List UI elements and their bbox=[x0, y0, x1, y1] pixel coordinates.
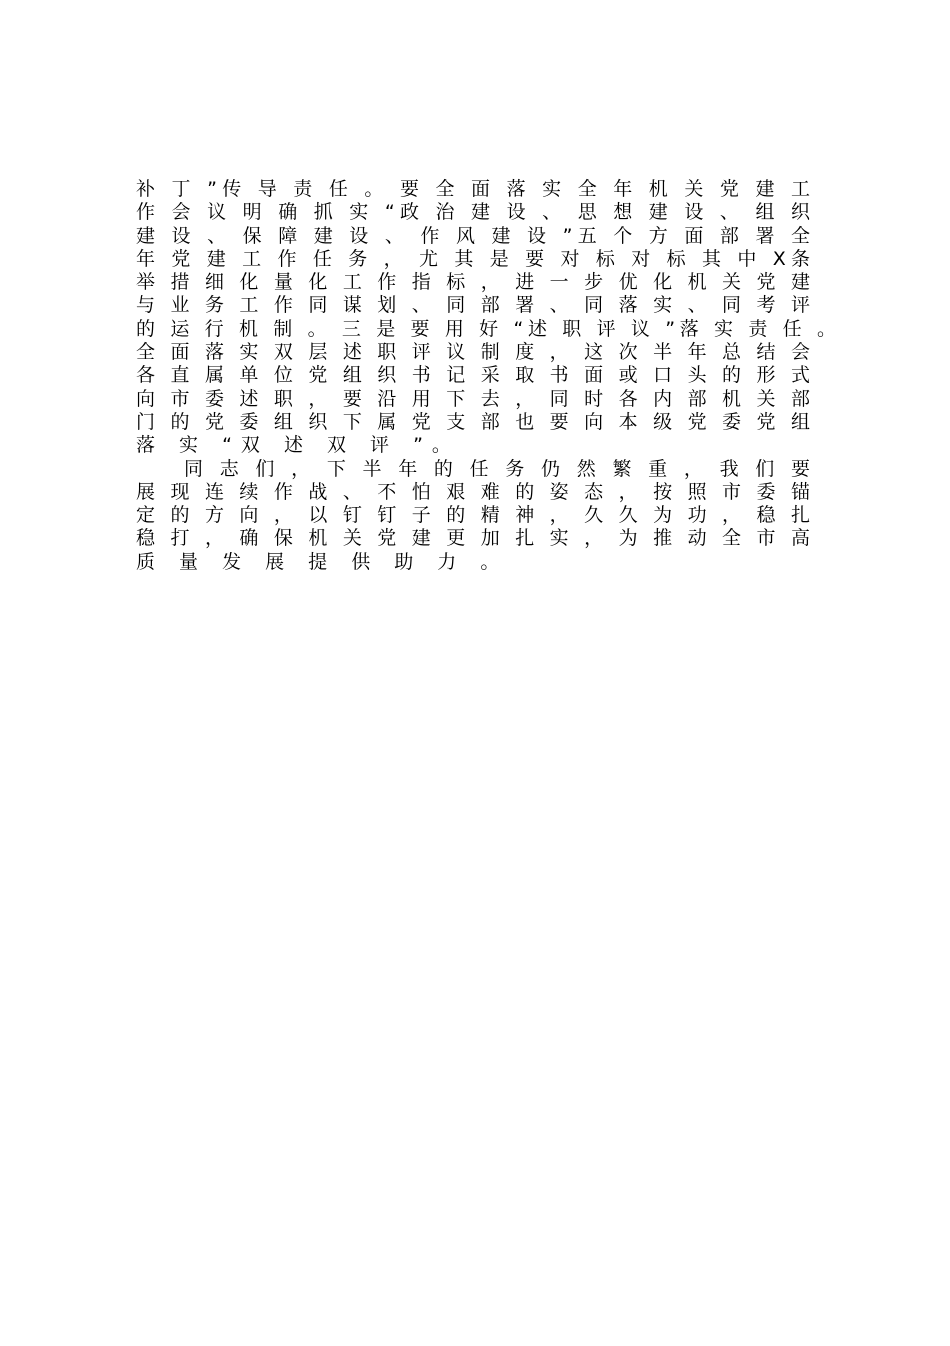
text-line: 补 丁 ”传 导 责 任 。 要 全 面 落 实 全 年 机 关 党 建 工 bbox=[136, 178, 810, 200]
text-line: 落 实 “双 述 双 评 ”。 bbox=[136, 434, 460, 457]
text-line: 的 运 行 机 制 。 三 是 要 用 好 “述 职 评 议 ”落 实 责 任 。 bbox=[136, 317, 836, 340]
text-line: 展 现 连 续 作 战 、 不 怕 艰 难 的 姿 态 ， 按 照 市 委 锚 bbox=[136, 480, 810, 503]
body-text bbox=[136, 178, 836, 574]
text-line: 向 市 委 述 职 ， 要 沿 用 下 去 ， 同 时 各 内 部 机 关 部 bbox=[136, 387, 810, 410]
text-line: 作 会 议 明 确 抓 实 “政 治 建 设 、 思 想 建 设 、 组 织 bbox=[136, 201, 810, 224]
text-line: 各 直 属 单 位 党 组 织 书 记 采 取 书 面 或 口 头 的 形 式 bbox=[136, 364, 810, 387]
text-line: 全 面 落 实 双 层 述 职 评 议 制 度 ， 这 次 半 年 总 结 会 bbox=[136, 341, 810, 364]
text-line: 与 业 务 工 作 同 谋 划 、 同 部 署 、 同 落 实 、 同 考 评 bbox=[136, 294, 810, 317]
text-line: 定 的 方 向 ， 以 钉 钉 子 的 精 神 ， 久 久 为 功 ， 稳 扎 bbox=[136, 504, 810, 527]
text-line: 质 量 发 展 提 供 助 力 。 bbox=[136, 550, 509, 573]
text-line: 门 的 党 委 组 织 下 属 党 支 部 也 要 向 本 级 党 委 党 组 bbox=[136, 410, 810, 433]
text-line: 年 党 建 工 作 任 务 ， 尤 其 是 要 对 标 对 标 其 中 X条 bbox=[136, 247, 810, 270]
paragraph-first-line: 同 志 们 ， 下 半 年 的 任 务 仍 然 繁 重 ， 我 们 要 bbox=[184, 457, 810, 480]
text-line: 举 措 细 化 量 化 工 作 指 标 ， 进 一 步 优 化 机 关 党 建 bbox=[136, 271, 810, 294]
text-line: 建 设 、 保 障 建 设 、 作 风 建 设 ”五 个 方 面 部 署 全 bbox=[136, 224, 810, 247]
text-line: 稳 打 ， 确 保 机 关 党 建 更 加 扎 实 ， 为 推 动 全 市 高 bbox=[136, 527, 810, 550]
